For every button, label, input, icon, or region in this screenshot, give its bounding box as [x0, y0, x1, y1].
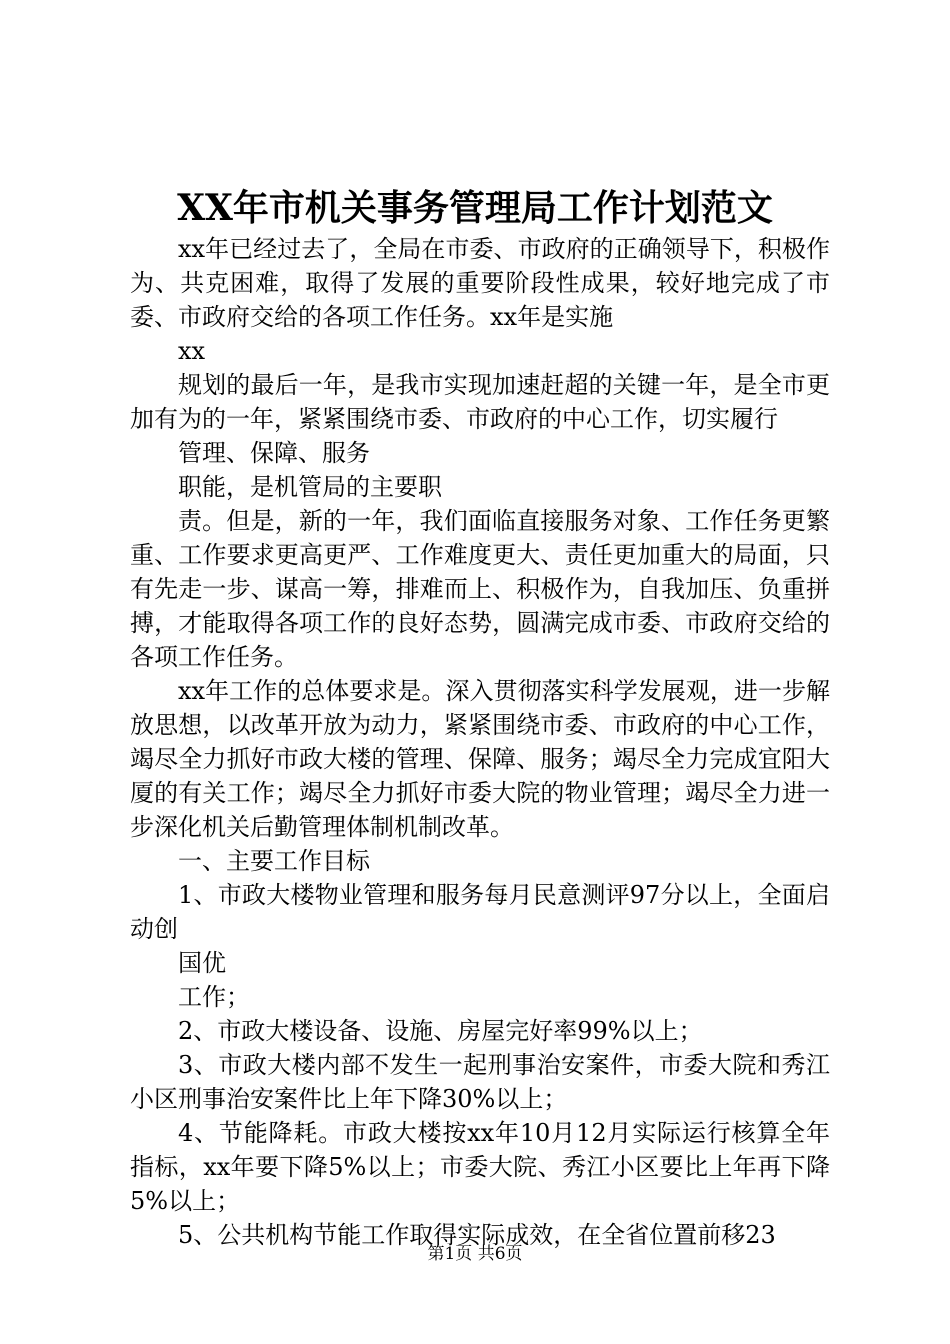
- goal-item-5: 5、公共机构节能工作取得实际成效，在全省位置前移23: [178, 1221, 776, 1249]
- goal-item-3: 3、市政大楼内部不发生一起刑事治安案件，市委大院和秀江小区刑事治安案件比上年下降30%以上；: [130, 1051, 830, 1113]
- paragraph-4: 管理、保障、服务: [178, 439, 370, 467]
- page-footer: 第1页 共6页: [427, 1244, 523, 1264]
- paragraph-1: xx年已经过去了，全局在市委、市政府的正确领导下，积极作为、共克困难，取得了发展的重要阶段性成果，较好地完成了市委、市政府交给的各项工作任务。xx年是实施: [130, 235, 830, 331]
- section-heading-main-goals: 一、主要工作目标: [178, 847, 370, 875]
- document-title: XX年市机关事务管理局工作计划范文: [177, 187, 773, 229]
- paragraph-5: 职能，是机管局的主要职: [178, 473, 442, 501]
- paragraph-3: 规划的最后一年，是我市实现加速赶超的关键一年，是全市更加有为的一年，紧紧围绕市委、市政府的中心工作，切实履行: [130, 371, 830, 433]
- goal-item-1-cont-b: 工作；: [178, 983, 250, 1011]
- goal-item-4: 4、节能降耗。市政大楼按xx年10月12月实际运行核算全年指标，xx年要下降5%以上；市委大院、秀江小区要比上年再下降5%以上；: [130, 1119, 830, 1215]
- goal-item-2: 2、市政大楼设备、设施、房屋完好率99%以上；: [178, 1017, 703, 1045]
- paragraph-7: xx年工作的总体要求是。深入贯彻落实科学发展观，进一步解放思想，以改革开放为动力，紧紧围绕市委、市政府的中心工作，竭尽全力抓好市政大楼的管理、保障、服务；竭尽全力完成宜阳大厦的有关工作；竭尽全力抓好市委大院的物业管理；竭尽全力进一步深化机关后勤管理体制机制改革。: [130, 677, 830, 841]
- goal-item-1: 1、市政大楼物业管理和服务每月民意测评97分以上，全面启动创: [130, 881, 830, 943]
- goal-item-1-cont-a: 国优: [178, 949, 226, 977]
- document-body: [130, 232, 830, 1252]
- paragraph-2: xx: [178, 337, 206, 365]
- paragraph-6: 责。但是，新的一年，我们面临直接服务对象、工作任务更繁重、工作要求更高更严、工作难度更大、责任更加重大的局面，只有先走一步、谋高一筹，排难而上、积极作为，自我加压、负重拼搏，才能取得各项工作的良好态势，圆满完成市委、市政府交给的各项工作任务。: [130, 507, 830, 671]
